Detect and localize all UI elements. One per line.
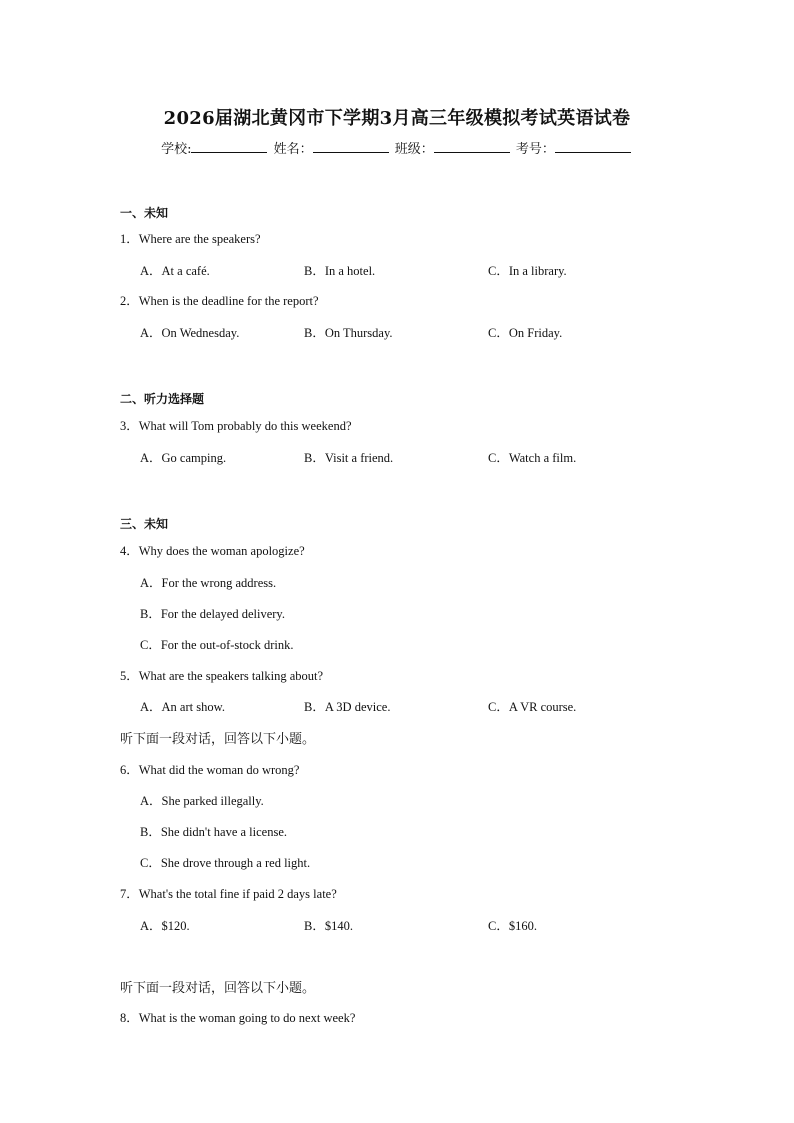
q6-option-b[interactable]: B．She didn't have a license.	[140, 825, 288, 839]
question-3: 3．What will Tom probably do this weekend?	[120, 419, 352, 433]
q3-option-a[interactable]: A．Go camping.	[140, 451, 227, 465]
name-label: 姓名：	[273, 142, 313, 157]
q1-option-c[interactable]: C．In a library.	[488, 264, 567, 278]
exam-title: 2026届湖北黄冈市下学期3月高三年级模拟考试英语试卷	[163, 108, 631, 129]
class-label: 班级：	[394, 142, 434, 157]
question-7: 7．What's the total fine if paid 2 days late?	[120, 887, 337, 901]
q4-option-a[interactable]: A．For the wrong address.	[140, 576, 277, 590]
section-heading-1: 一、未知	[120, 206, 169, 220]
q3-option-b[interactable]: B．Visit a friend.	[304, 451, 394, 465]
school-blank[interactable]	[191, 140, 267, 153]
section-heading-2: 二、听力选择题	[120, 392, 205, 406]
q6-option-c[interactable]: C．She drove through a red light.	[140, 856, 311, 870]
section-heading-3: 三、未知	[120, 517, 169, 531]
q3-option-c[interactable]: C．Watch a film.	[488, 451, 577, 465]
student-info-line	[0, 138, 794, 157]
class-blank[interactable]	[434, 140, 510, 153]
question-6: 6．What did the woman do wrong?	[120, 763, 300, 777]
q1-option-a[interactable]: A．At a café.	[140, 264, 210, 278]
question-2: 2．When is the deadline for the report?	[120, 294, 319, 308]
school-label: 学校:	[161, 142, 192, 157]
question-4: 4．Why does the woman apologize?	[120, 544, 305, 558]
number-label: 考号：	[515, 142, 555, 157]
q5-option-a[interactable]: A．An art show.	[140, 700, 225, 714]
question-8: 8．What is the woman going to do next week?	[120, 1011, 356, 1025]
dialogue-instruction-1: 听下面一段对话，回答以下小题。	[120, 732, 316, 747]
q7-option-c[interactable]: C．$160.	[488, 919, 537, 933]
q7-option-a[interactable]: A．$120.	[140, 919, 190, 933]
q5-option-b[interactable]: B．A 3D device.	[304, 700, 391, 714]
q1-option-b[interactable]: B．In a hotel.	[304, 264, 376, 278]
q2-option-c[interactable]: C．On Friday.	[488, 326, 563, 340]
question-5: 5．What are the speakers talking about?	[120, 669, 324, 683]
dialogue-instruction-2: 听下面一段对话，回答以下小题。	[120, 981, 316, 996]
q4-option-c[interactable]: C．For the out-of-stock drink.	[140, 638, 294, 652]
number-blank[interactable]	[555, 140, 631, 153]
q7-option-b[interactable]: B．$140.	[304, 919, 353, 933]
q5-option-c[interactable]: C．A VR course.	[488, 700, 577, 714]
q6-option-a[interactable]: A．She parked illegally.	[140, 794, 264, 808]
name-blank[interactable]	[313, 140, 389, 153]
q4-option-b[interactable]: B．For the delayed delivery.	[140, 607, 285, 621]
q2-option-b[interactable]: B．On Thursday.	[304, 326, 393, 340]
question-1: 1．Where are the speakers?	[120, 232, 261, 246]
q2-option-a[interactable]: A．On Wednesday.	[140, 326, 240, 340]
